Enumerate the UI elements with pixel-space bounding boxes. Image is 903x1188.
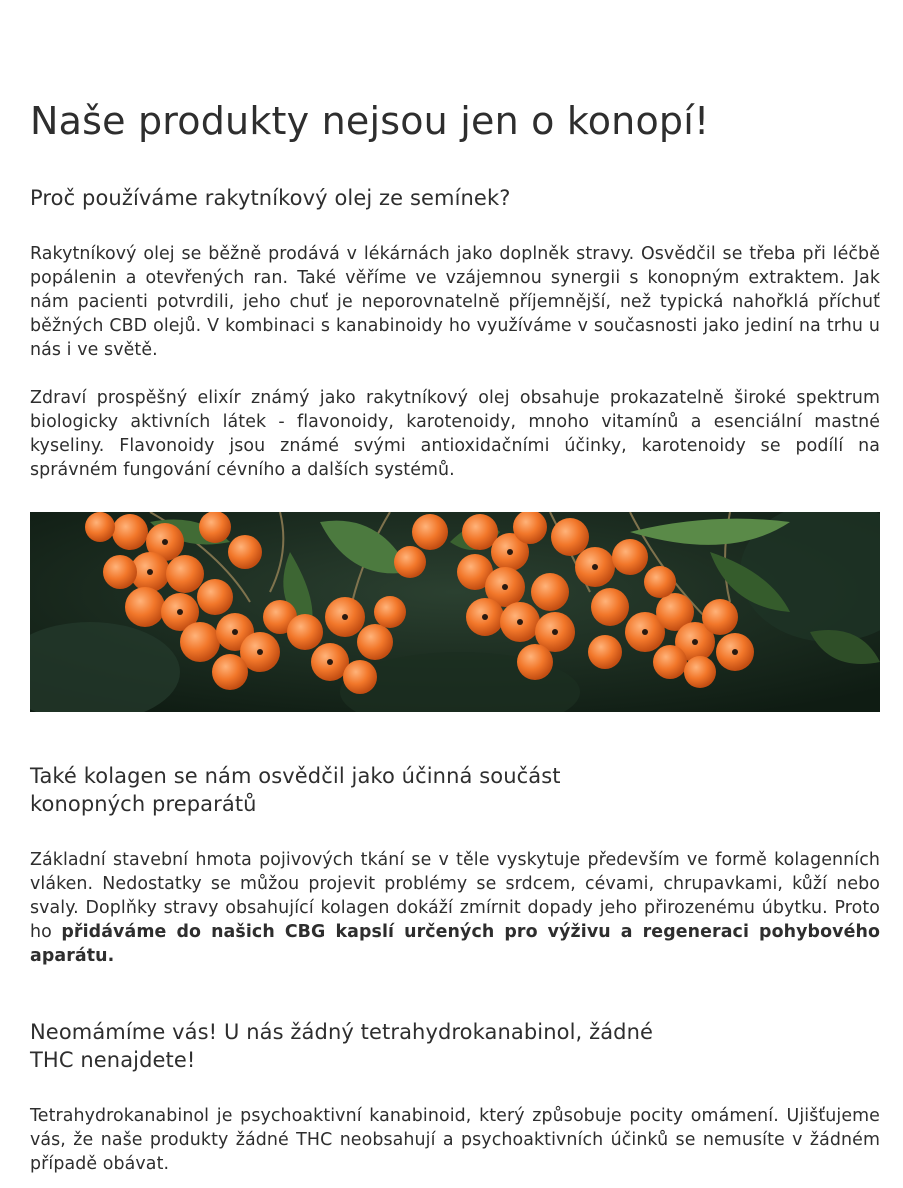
sea-buckthorn-berries-icon bbox=[30, 512, 880, 712]
paragraph-collagen-text: Základní stavební hmota pojivových tkání se v těle vyskytuje především ve formě kolagenních vláken. Nedostatky se můžou projevit problémy se srdcem, cévami, chrupavkami, kůží nebo svaly. Doplňky stravy obsahující kolagen dokáží zmírnit dopady jeho přirozenému úbytku. Proto ho bbox=[30, 850, 880, 942]
paragraph-sea-buckthorn-usage: Rakytníkový olej se běžně prodává v lékárnách jako doplněk stravy. Osvědčil se třeba při léčbě popálenin a otevřených ran. Také věříme ve vzájemnou synergii s konopným extraktem. Jak nám pacienti potvrdili, jeho chuť je neporovnatelně příjemnější, než typická nahořklá příchuť běžných CBD olejů. V kombinaci s kanabinoidy ho využíváme v současnosti jako jediní na trhu u nás i ve světě. bbox=[30, 244, 880, 360]
paragraph-sea-buckthorn-benefits: Zdraví prospěšný elixír známý jako rakytníkový olej obsahuje prokazatelně široké spektrum biologicky aktivních látek - flavonoidy, karotenoidy, mnoho vitamínů a esenciální mastné kyseliny. Flavonoidy jsou známé svými antioxidačními účinky, karotenoidy se podílí na správném fungování cévního a dalších systémů. bbox=[30, 388, 880, 480]
page-title: Naše produkty nejsou jen o konopí! bbox=[30, 99, 710, 143]
section-heading-collagen: Také kolagen se nám osvědčil jako účinná součást konopných preparátů bbox=[30, 764, 561, 816]
section-heading-sea-buckthorn: Proč používáme rakytníkový olej ze semínek? bbox=[30, 186, 511, 210]
paragraph-collagen bbox=[30, 848, 880, 968]
berries-photo bbox=[30, 512, 880, 712]
paragraph-no-thc: Tetrahydrokanabinol je psychoaktivní kanabinoid, který způsobuje pocity omámení. Ujišťujeme vás, že naše produkty žádné THC neobsahují a psychoaktivních účinků se nemusíte v žádném případě obávat. bbox=[30, 1106, 880, 1174]
paragraph-collagen-highlight: přidáváme do našich CBG kapslí určených pro výživu a regeneraci pohybového aparátu. bbox=[30, 922, 880, 966]
section-heading-no-thc: Neomámíme vás! U nás žádný tetrahydrokanabinol, žádné THC nenajdete! bbox=[30, 1020, 654, 1072]
